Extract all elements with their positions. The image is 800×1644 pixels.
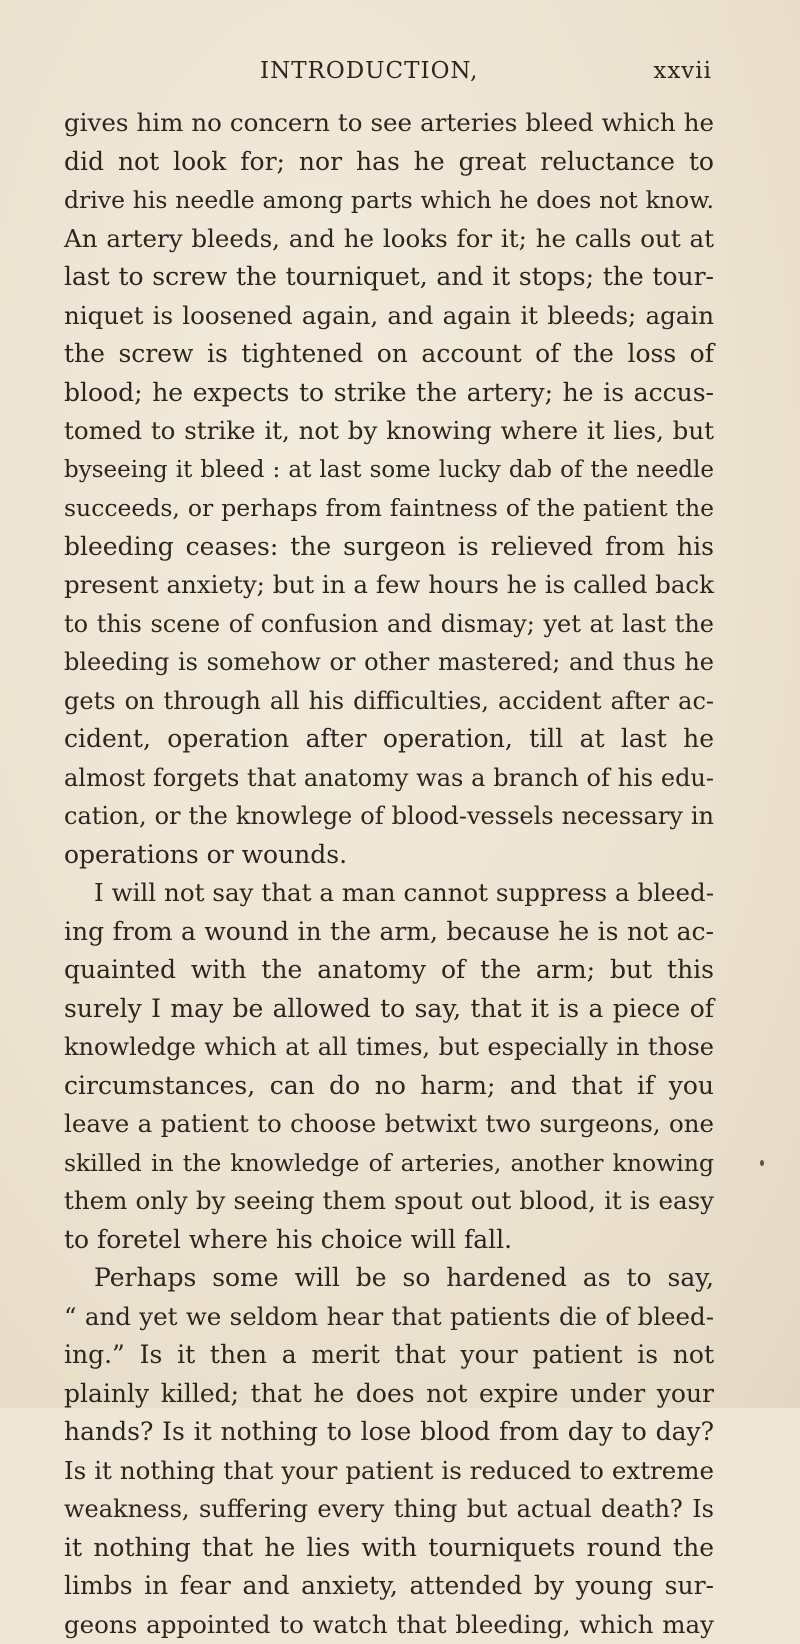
- text-line: present anxiety; but in a few hours he is called back: [64, 566, 714, 605]
- body-text: [64, 104, 714, 1644]
- text-line: gets on through all his difficulties, accident after ac-: [64, 682, 714, 721]
- text-line: them only by seeing them spout out blood, it is easy: [64, 1182, 714, 1221]
- text-line: quainted with the anatomy of the arm; but this: [64, 951, 714, 990]
- text-line: I will not say that a man cannot suppress a bleed-: [64, 874, 714, 913]
- text-line: bleeding ceases: the surgeon is relieved from his: [64, 528, 714, 567]
- text-line: ing.” Is it then a merit that your patient is not: [64, 1336, 714, 1375]
- text-line: leave a patient to choose betwixt two surgeons, one: [64, 1105, 714, 1144]
- text-line: to this scene of confusion and dismay; yet at last the: [64, 605, 714, 644]
- text-line: succeeds, or perhaps from faintness of the patient the: [64, 489, 714, 528]
- text-line: plainly killed; that he does not expire under your: [64, 1375, 714, 1414]
- text-line: byseeing it bleed : at last some lucky dab of the needle: [64, 451, 714, 490]
- text-line: cation, or the knowlege of blood-vessels necessary in: [64, 797, 714, 836]
- text-line: Perhaps some will be so hardened as to say,: [64, 1259, 714, 1298]
- text-line: almost forgets that anatomy was a branch of his edu-: [64, 759, 714, 798]
- text-line: “ and yet we seldom hear that patients die of bleed-: [64, 1298, 714, 1337]
- text-line: did not look for; nor has he great reluctance to: [64, 143, 714, 182]
- text-line: surely I may be allowed to say, that it is a piece of: [64, 990, 714, 1029]
- text-line: blood; he expects to strike the artery; he is accus-: [64, 374, 714, 413]
- text-line: the screw is tightened on account of the loss of: [64, 335, 714, 374]
- text-line: bleeding is somehow or other mastered; and thus he: [64, 643, 714, 682]
- page-number: xxvii: [653, 58, 712, 84]
- text-line: operations or wounds.: [64, 836, 714, 875]
- text-line: circumstances, can do no harm; and that if you: [64, 1067, 714, 1106]
- text-line: hands? Is it nothing to lose blood from day to day?: [64, 1413, 714, 1452]
- page-header: [92, 58, 712, 94]
- text-line: ing from a wound in the arm, because he is not ac-: [64, 913, 714, 952]
- text-line: knowledge which at all times, but especially in those: [64, 1028, 714, 1067]
- text-line: drive his needle among parts which he does not know.: [64, 181, 714, 220]
- text-line: weakness, suffering every thing but actual death? Is: [64, 1490, 714, 1529]
- text-line: geons appointed to watch that bleeding, which may: [64, 1606, 714, 1644]
- ink-speck: [760, 1160, 764, 1166]
- text-line: niquet is loosened again, and again it bleeds; again: [64, 297, 714, 336]
- text-line: Is it nothing that your patient is reduced to extreme: [64, 1452, 714, 1491]
- text-line: to foretel where his choice will fall.: [64, 1221, 714, 1260]
- running-title: INTRODUCTION,: [260, 58, 478, 84]
- text-line: limbs in fear and anxiety, attended by young sur-: [64, 1567, 714, 1606]
- text-line: last to screw the tourniquet, and it stops; the tour-: [64, 258, 714, 297]
- text-line: An artery bleeds, and he looks for it; he calls out at: [64, 220, 714, 259]
- text-line: it nothing that he lies with tourniquets round the: [64, 1529, 714, 1568]
- text-line: cident, operation after operation, till at last he: [64, 720, 714, 759]
- text-line: gives him no concern to see arteries bleed which he: [64, 104, 714, 143]
- text-line: skilled in the knowledge of arteries, another knowing: [64, 1144, 714, 1183]
- text-line: tomed to strike it, not by knowing where it lies, but: [64, 412, 714, 451]
